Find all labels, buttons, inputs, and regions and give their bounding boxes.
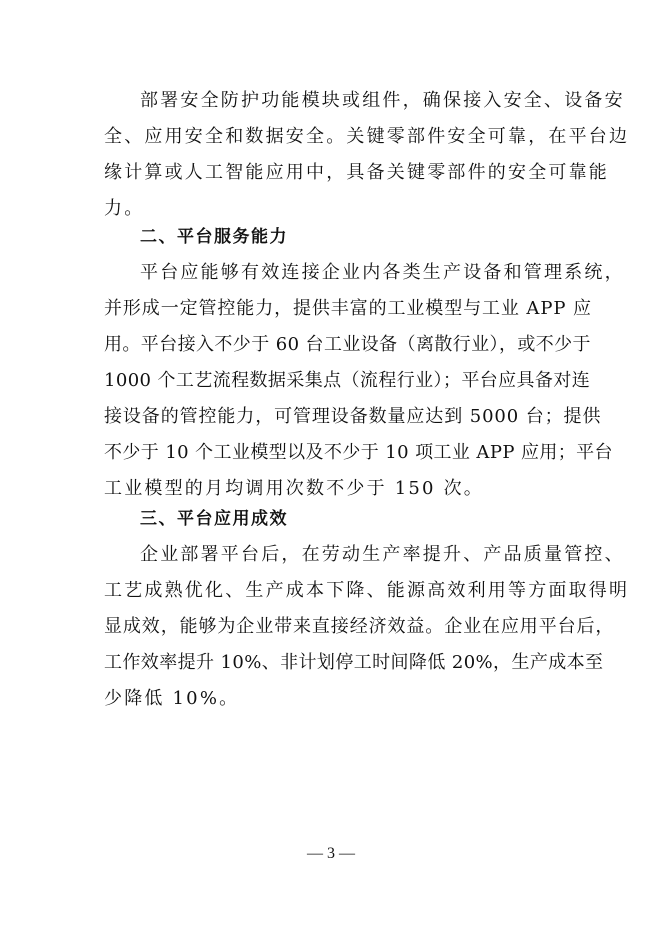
paragraph-line: 工作效率提升 10%、非计划停工时间降低 20%，生产成本至 xyxy=(104,652,604,673)
paragraph-line: 力。 xyxy=(104,198,145,219)
paragraph-line: 工艺成熟优化、生产成本下降、能源高效利用等方面取得明 xyxy=(104,580,630,601)
section-heading: 三、平台应用成效 xyxy=(140,509,288,529)
section-heading: 二、平台服务能力 xyxy=(140,227,288,247)
paragraph-line: 平台应能够有效连接企业内各类生产设备和管理系统， xyxy=(140,262,625,283)
paragraph-line: 全、应用安全和数据安全。关键零部件安全可靠，在平台边 xyxy=(104,126,630,147)
paragraph-line: 工业模型的月均调用次数不少于 150 次。 xyxy=(104,478,484,499)
paragraph-line: 显成效，能够为企业带来直接经济效益。企业在应用平台后， xyxy=(104,616,615,637)
paragraph-line: 缘计算或人工智能应用中，具备关键零部件的安全可靠能 xyxy=(104,162,609,183)
paragraph-line: 不少于 10 个工业模型以及不少于 10 项工业 APP 应用；平台 xyxy=(104,442,613,463)
paragraph-line: 少降低 10%。 xyxy=(104,688,240,709)
paragraph-line: 接设备的管控能力，可管理设备数量应达到 5000 台；提供 xyxy=(104,406,602,427)
paragraph-line: 企业部署平台后，在劳动生产率提升、产品质量管控、 xyxy=(140,544,625,565)
paragraph-line: 并形成一定管控能力，提供丰富的工业模型与工业 APP 应 xyxy=(104,298,592,319)
paragraph-line: 1000 个工艺流程数据采集点（流程行业）；平台应具备对连 xyxy=(104,370,591,391)
page-number: — 3 — xyxy=(307,845,355,862)
paragraph-line: 用。平台接入不少于 60 台工业设备（离散行业），或不少于 xyxy=(104,334,591,355)
paragraph-line: 部署安全防护功能模块或组件，确保接入安全、设备安 xyxy=(140,90,625,111)
